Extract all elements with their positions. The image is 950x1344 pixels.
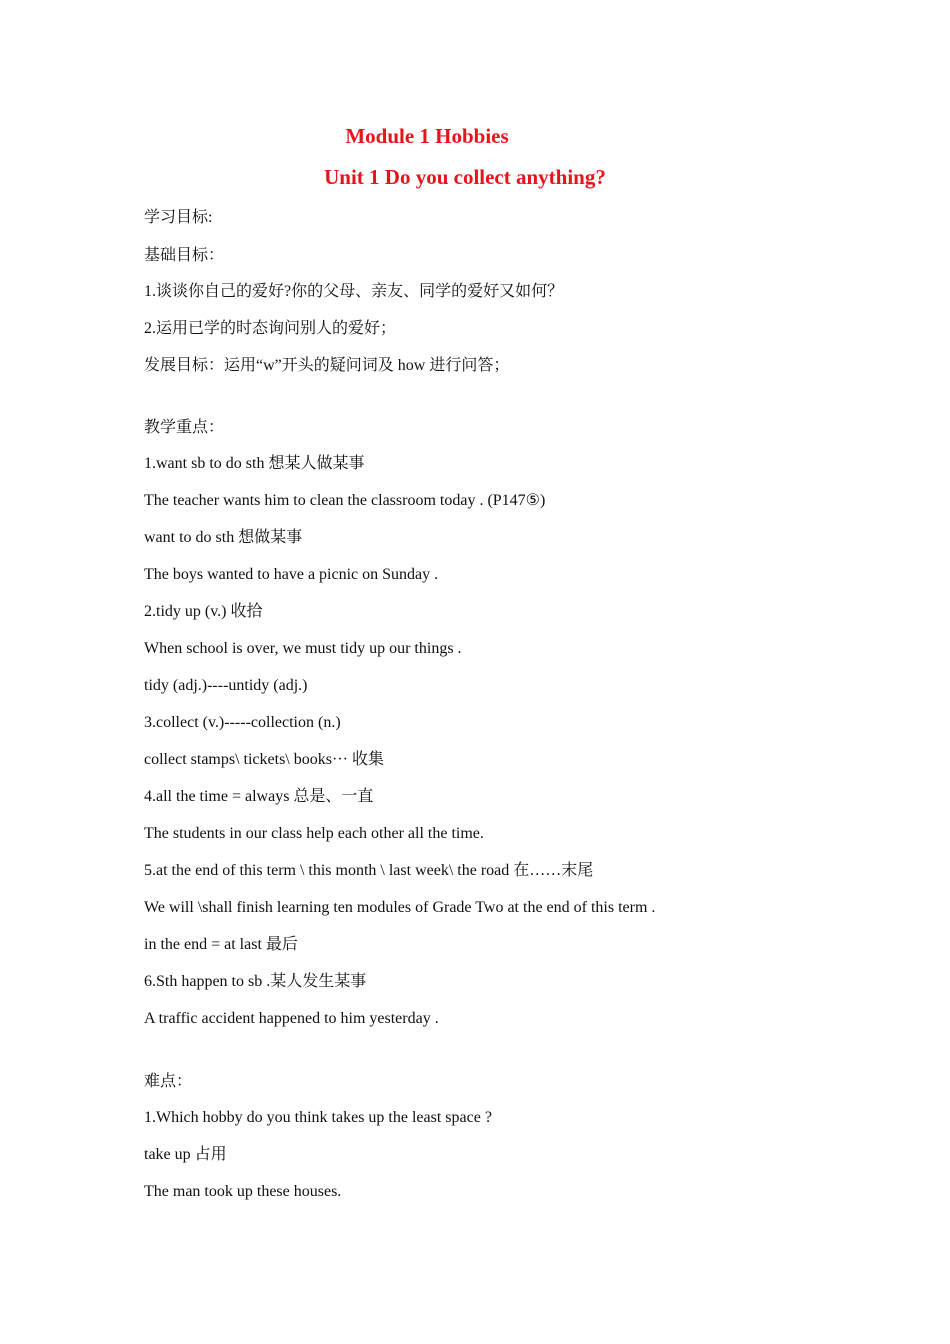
example-sentence: The boys wanted to have a picnic on Sunday .: [144, 566, 439, 583]
objective-item: 2.运用已学的时态询问别人的爱好；: [144, 320, 397, 337]
example-sentence: The students in our class help each other all the time.: [144, 825, 484, 842]
example-sentence: When school is over, we must tidy up our things .: [144, 640, 462, 657]
difficulty-item: take up 占用: [144, 1146, 227, 1163]
unit-title: Unit 1 Do you collect anything?: [324, 165, 606, 189]
objective-item: 1.谈谈你自己的爱好?你的父母、亲友、同学的爱好又如何？: [144, 283, 564, 300]
key-point-item: want to do sth 想做某事: [144, 529, 303, 546]
difficulty-item: 1.Which hobby do you think takes up the least space ?: [144, 1109, 492, 1126]
key-point-item: 3.collect (v.)-----collection (n.): [144, 714, 341, 731]
example-sentence: The teacher wants him to clean the classroom today . (P147⑤): [144, 492, 546, 509]
example-sentence: A traffic accident happened to him yesterday .: [144, 1010, 439, 1027]
key-point-item: 5.at the end of this term \ this month \ last week\ the road 在……末尾: [144, 862, 594, 879]
example-sentence: We will \shall finish learning ten modules of Grade Two at the end of this term .: [144, 899, 656, 916]
key-point-item: 6.Sth happen to sb .某人发生某事: [144, 973, 367, 990]
section-heading-objectives: 学习目标:: [144, 209, 213, 226]
section-heading-key-points: 教学重点：: [144, 419, 225, 436]
module-title: Module 1 Hobbies: [345, 124, 509, 148]
key-point-item: collect stamps\ tickets\ books··· 收集: [144, 751, 384, 768]
key-point-item: tidy (adj.)----untidy (adj.): [144, 677, 308, 694]
key-point-item: 4.all the time = always 总是、一直: [144, 788, 374, 805]
key-point-item: in the end = at last 最后: [144, 936, 298, 953]
example-sentence: The man took up these houses.: [144, 1183, 342, 1200]
subheading-basic-objectives: 基础目标：: [144, 247, 225, 264]
section-heading-difficulties: 难点：: [144, 1073, 193, 1090]
key-point-item: 2.tidy up (v.) 收拾: [144, 603, 263, 620]
subheading-development-objectives: 发展目标：运用“w”开头的疑问词及 how 进行问答；: [144, 357, 510, 374]
key-point-item: 1.want sb to do sth 想某人做某事: [144, 455, 365, 472]
